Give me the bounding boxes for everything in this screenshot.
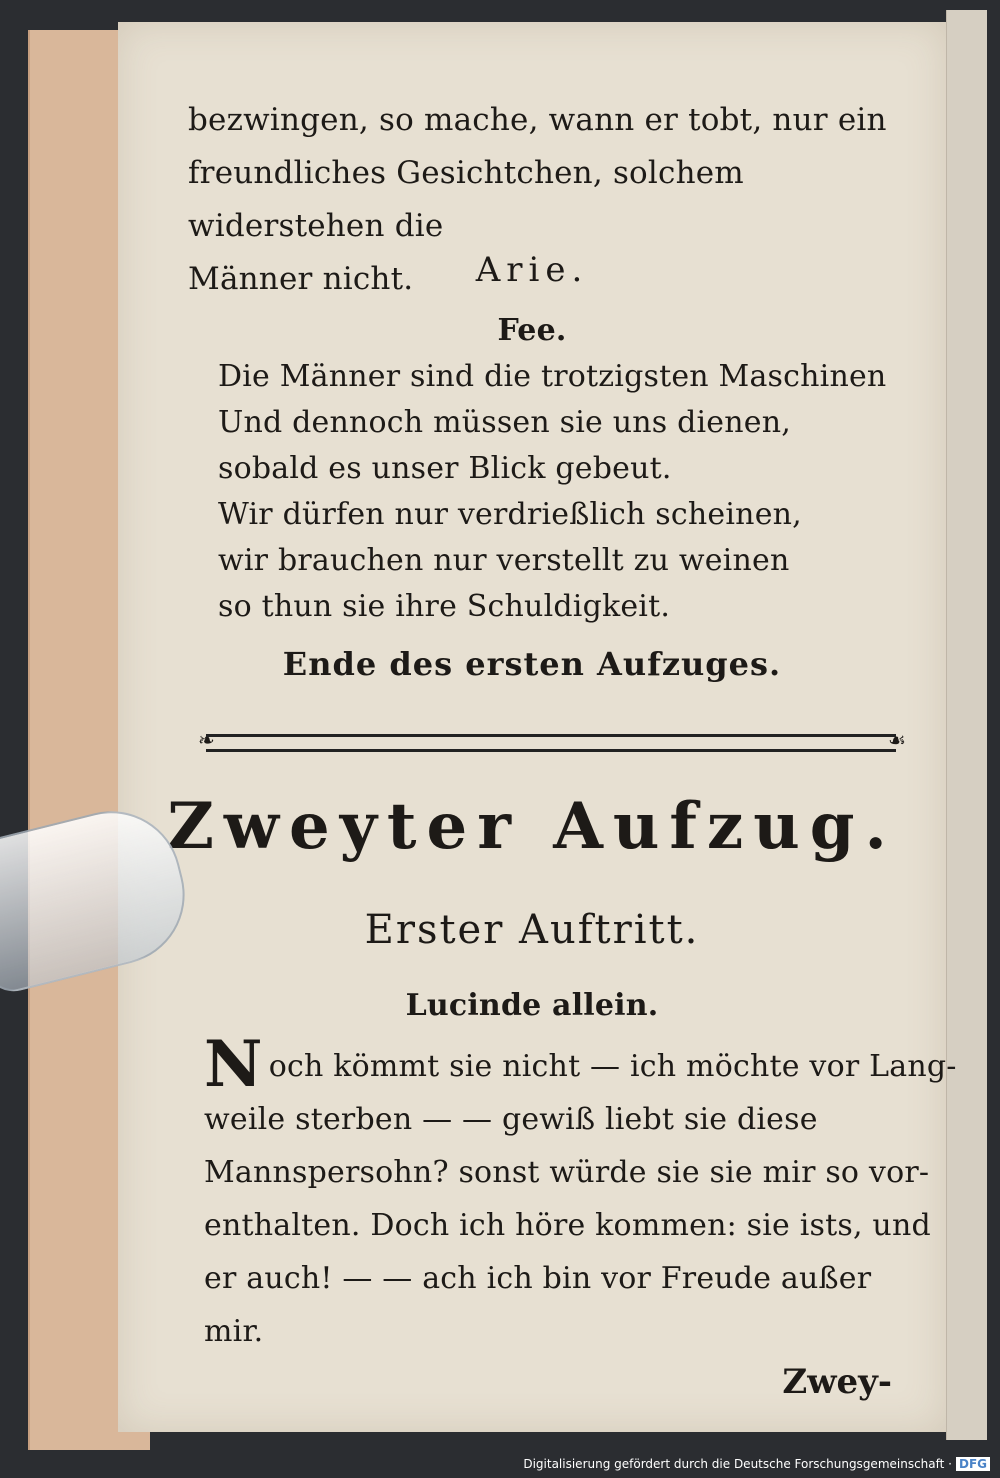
book-page	[118, 22, 957, 1432]
decorative-rule	[206, 734, 896, 752]
text-line: weile sterben — — gewiß liebt sie diese	[204, 1102, 818, 1137]
footer-text: Digitalisierung gefördert durch die Deutsche Forschungsgemeinschaft ·	[523, 1457, 952, 1471]
verse-line: Und dennoch müssen sie uns dienen,	[218, 405, 791, 440]
rule-end-ornament-right: ☙	[888, 728, 906, 752]
text-line: Männer nicht.	[188, 261, 414, 297]
verse-block	[218, 354, 886, 630]
speaker-name: Fee.	[497, 313, 567, 348]
stage-direction: Lucinde allein.	[405, 988, 659, 1023]
catchword: Zwey-	[782, 1362, 892, 1402]
text-line: och kömmt sie nicht — ich möchte vor Lang-	[268, 1049, 957, 1084]
text-line: freundliches Gesichtchen, solchem widerstehen die	[188, 155, 744, 244]
act-end-line: Ende des ersten Aufzuges.	[282, 645, 782, 683]
scene-heading: Erster Auftritt.	[364, 907, 700, 953]
dfg-logo: DFG	[956, 1457, 990, 1471]
verse-line: Die Männer sind die trotzigsten Maschinen	[218, 359, 887, 394]
rule-end-ornament-left: ❧	[198, 728, 215, 752]
verse-line: so thun sie ihre Schuldigkeit.	[218, 589, 671, 624]
text-line: mir.	[204, 1314, 264, 1349]
verse-line: wir brauchen nur verstellt zu weinen	[218, 543, 790, 578]
verse-line: Wir dürfen nur verdrießlich scheinen,	[218, 497, 802, 532]
drop-capital: N	[204, 1027, 263, 1102]
footer-credit	[0, 1450, 1000, 1478]
text-line: er auch! — — ach ich bin vor Freude außer	[204, 1261, 872, 1296]
text-line: bezwingen, so mache, wann er tobt, nur ein	[188, 102, 887, 138]
dialogue-paragraph	[204, 1027, 957, 1358]
aria-heading: Arie.	[475, 250, 589, 290]
act-heading: Zweyter Aufzug.	[167, 789, 897, 864]
facing-page-edge	[946, 10, 987, 1440]
text-line: Mannspersohn? sonst würde sie sie mir so vor-	[204, 1155, 930, 1190]
verse-line: sobald es unser Blick gebeut.	[218, 451, 672, 486]
text-line: enthalten. Doch ich höre kommen: sie ists, und	[204, 1208, 931, 1243]
